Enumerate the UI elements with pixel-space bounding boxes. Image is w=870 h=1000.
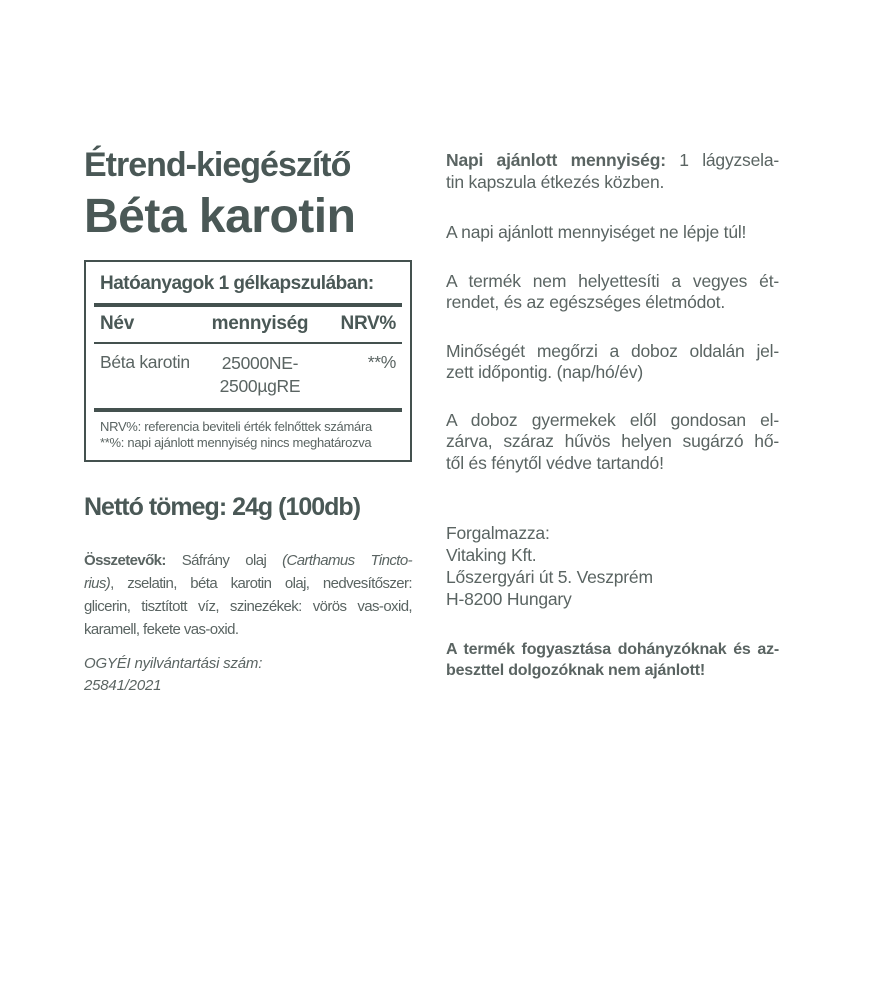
quality-paragraph	[446, 341, 779, 384]
row-nrv-value: **%	[367, 351, 397, 372]
storage-paragraph	[446, 410, 779, 475]
ingredients-paragraph	[84, 549, 412, 641]
footnote-daily: **%: napi ajánlott mennyiség nincs meghatározva	[100, 434, 372, 450]
ingredients-line: rius), zselatin, béta karotin olaj, nedvesítőszer:	[84, 574, 412, 592]
dosage-line: Napi ajánlott mennyiség: 1 lágyzsela-	[446, 150, 779, 170]
distributor-address: Lőszergyári út 5. Veszprém	[446, 567, 653, 587]
row-ingredient-name: Béta karotin	[100, 351, 190, 372]
column-header-nrv: NRV%	[340, 312, 397, 334]
column-header-name: Név	[100, 312, 134, 334]
latin-name: rius)	[84, 574, 111, 592]
ingredients-label: Összetevők:	[84, 551, 166, 569]
left-column	[84, 146, 412, 697]
dosage-paragraph	[446, 150, 779, 193]
registration-label: OGYÉI nyilvántartási szám:	[84, 654, 263, 672]
dosage-line: tin kapszula étkezés közben.	[446, 171, 665, 192]
right-column	[446, 150, 779, 681]
product-category: Étrend-kiegészítő	[84, 146, 351, 184]
footnote-nrv: NRV%: referencia beviteli érték felnőttek számára	[100, 418, 372, 434]
table-row	[86, 344, 410, 408]
quality-line: zett időpontig. (nap/hó/év)	[446, 362, 643, 382]
smoking-warning	[446, 639, 779, 681]
registration-number	[84, 653, 412, 697]
storage-line: A doboz gyermekek elől gondosan el-	[446, 409, 779, 430]
ingredients-line: karamell, fekete vas-oxid.	[84, 620, 239, 638]
disclaimer-paragraph	[446, 271, 779, 314]
row-amount	[200, 352, 319, 398]
distributor-label: Forgalmazza:	[446, 523, 550, 543]
active-ingredients-table	[84, 260, 412, 462]
row-amount-line2: 2500µgRE	[219, 375, 301, 396]
disclaimer-line: A termék nem helyettesíti a vegyes ét-	[446, 270, 779, 291]
distributor-country: H-8200 Hungary	[446, 589, 572, 609]
latin-name: (Carthamus Tincto-	[282, 551, 412, 569]
product-name: Béta karotin	[84, 190, 356, 244]
smoking-warning-line: A termék fogyasztása dohányzóknak és az-	[446, 641, 779, 658]
registration-value: 25841/2021	[84, 676, 162, 694]
distributor-company: Vitaking Kft.	[446, 545, 537, 565]
smoking-warning-line: beszttel dolgozóknak nem ajánlott!	[446, 662, 706, 679]
dosage-label: Napi ajánlott mennyiség:	[446, 150, 666, 170]
distributor-block	[446, 522, 779, 610]
quality-line: Minőségét megőrzi a doboz oldalán jel-	[446, 340, 779, 361]
net-weight: Nettó tömeg: 24g (100db)	[84, 492, 361, 521]
table-title: Hatóanyagok 1 gélkapszulában:	[100, 272, 374, 294]
table-footnotes	[86, 412, 410, 451]
table-column-headers	[86, 307, 410, 342]
limit-warning: A napi ajánlott mennyiséget ne lépje túl!	[446, 222, 747, 242]
row-amount-line1: 25000NE-	[221, 352, 299, 373]
disclaimer-line: rendet, és az egészséges életmódot.	[446, 292, 726, 312]
column-header-amount: mennyiség	[211, 312, 309, 334]
ingredients-line: glicerin, tisztított víz, szinezékek: vörös vas-oxid,	[84, 597, 412, 615]
ingredients-line: Összetevők: Sáfrány olaj (Carthamus Tincto-	[84, 551, 412, 569]
storage-line: zárva, száraz hűvös helyen sugárzó hő-	[446, 431, 779, 451]
storage-line: től és fénytől védve tartandó!	[446, 452, 664, 473]
